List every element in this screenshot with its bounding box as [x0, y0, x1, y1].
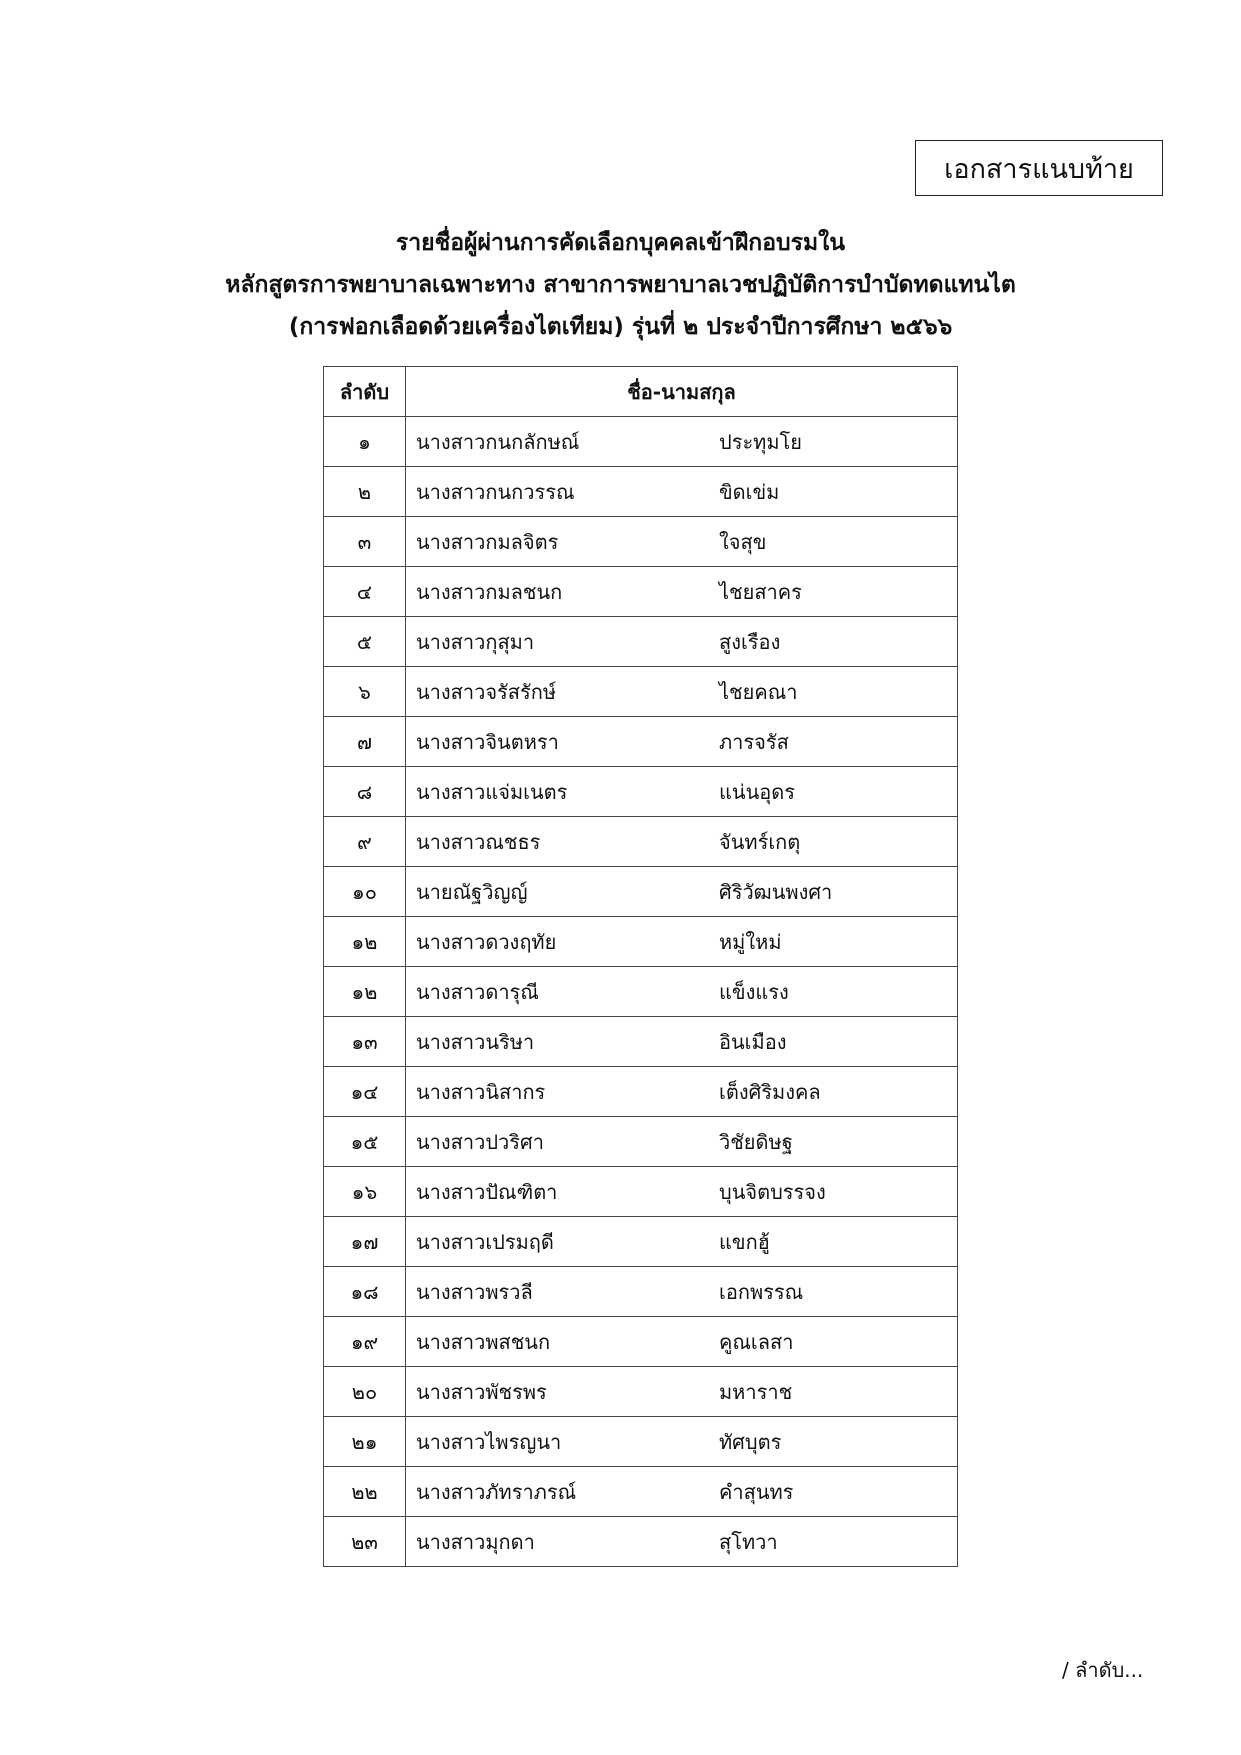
- table-row: [324, 1317, 958, 1367]
- first-name: นางสาวพสชนก: [416, 1329, 551, 1354]
- table-row: [324, 617, 958, 667]
- table-row: [324, 567, 958, 617]
- row-fullname: [406, 667, 958, 717]
- table-row: [324, 467, 958, 517]
- row-number: ๒๐: [324, 1367, 406, 1417]
- first-name: นางสาวกนกวรรณ: [416, 479, 575, 504]
- table-row: [324, 417, 958, 467]
- fullname-wrapper: [406, 1026, 957, 1058]
- last-name: เต็งศิริมงคล: [719, 1079, 821, 1104]
- first-name: นางสาวพัชรพร: [416, 1379, 547, 1404]
- fullname-wrapper: [406, 1276, 957, 1308]
- fullname-wrapper: [406, 426, 957, 458]
- table-row: [324, 1267, 958, 1317]
- row-fullname: [406, 1217, 958, 1267]
- row-fullname: [406, 517, 958, 567]
- first-name: นางสาวไพรญนา: [416, 1429, 562, 1454]
- row-fullname: [406, 1067, 958, 1117]
- table-row: [324, 1167, 958, 1217]
- row-fullname: [406, 1167, 958, 1217]
- table-row: [324, 667, 958, 717]
- row-fullname: [406, 967, 958, 1017]
- title-line-2: หลักสูตรการพยาบาลเฉพาะทาง สาขาการพยาบาลเวชปฏิบัติการบำบัดทดแทนไต: [225, 272, 1016, 298]
- last-name: ใจสุข: [719, 529, 767, 554]
- fullname-wrapper: [406, 576, 957, 608]
- row-number: ๗: [324, 717, 406, 767]
- row-number: ๒๓: [324, 1517, 406, 1567]
- row-number: ๓: [324, 517, 406, 567]
- fullname-wrapper: [406, 476, 957, 508]
- table-row: [324, 1467, 958, 1517]
- row-fullname: [406, 1117, 958, 1167]
- row-fullname: [406, 917, 958, 967]
- fullname-wrapper: [406, 726, 957, 758]
- fullname-wrapper: [406, 1526, 957, 1558]
- last-name: หมู่ใหม่: [719, 929, 782, 954]
- row-number: ๑๐: [324, 867, 406, 917]
- table-row: [324, 1067, 958, 1117]
- row-fullname: [406, 617, 958, 667]
- row-number: ๒๑: [324, 1417, 406, 1467]
- row-fullname: [406, 867, 958, 917]
- last-name: ขิดเข่ม: [719, 479, 780, 504]
- row-number: ๘: [324, 767, 406, 817]
- row-number: ๑๒: [324, 917, 406, 967]
- first-name: นางสาวณชธร: [416, 829, 541, 854]
- first-name: นายณัฐวิญญ์: [416, 879, 528, 904]
- first-name: นางสาวพรวลี: [416, 1279, 533, 1304]
- document-title: [0, 222, 1241, 348]
- first-name: นางสาวภัทราภรณ์: [416, 1479, 577, 1504]
- fullname-wrapper: [406, 676, 957, 708]
- row-number: ๔: [324, 567, 406, 617]
- last-name: ประทุมโย: [719, 429, 803, 454]
- fullname-wrapper: [406, 1426, 957, 1458]
- row-fullname: [406, 1367, 958, 1417]
- fullname-wrapper: [406, 926, 957, 958]
- row-fullname: [406, 1467, 958, 1517]
- table-row: [324, 1517, 958, 1567]
- first-name: นางสาวมุกดา: [416, 1529, 535, 1554]
- fullname-wrapper: [406, 976, 957, 1008]
- last-name: สูงเรือง: [719, 629, 781, 654]
- first-name: นางสาวนิสากร: [416, 1079, 546, 1104]
- row-number: ๙: [324, 817, 406, 867]
- attachment-label-text: เอกสารแนบท้าย: [944, 153, 1134, 185]
- fullname-wrapper: [406, 826, 957, 858]
- table-row: [324, 717, 958, 767]
- table-row: [324, 917, 958, 967]
- table-row: [324, 867, 958, 917]
- row-number: ๑๔: [324, 1067, 406, 1117]
- first-name: นางสาวดารุณี: [416, 979, 539, 1004]
- fullname-wrapper: [406, 1376, 957, 1408]
- table-row: [324, 1417, 958, 1467]
- row-fullname: [406, 767, 958, 817]
- last-name: คูณเลสา: [719, 1329, 794, 1354]
- fullname-wrapper: [406, 1226, 957, 1258]
- row-number: ๑๓: [324, 1017, 406, 1067]
- last-name: จันทร์เกตุ: [719, 829, 801, 854]
- name-list-table: [323, 366, 958, 1567]
- row-number: ๑๖: [324, 1167, 406, 1217]
- first-name: นางสาวกุสุมา: [416, 629, 535, 654]
- last-name: แขกฮู้: [719, 1229, 770, 1254]
- row-number: ๑๙: [324, 1317, 406, 1367]
- row-number: ๒: [324, 467, 406, 517]
- table-row: [324, 1367, 958, 1417]
- row-fullname: [406, 1267, 958, 1317]
- first-name: นางสาวปัณฑิตา: [416, 1179, 558, 1204]
- last-name: คำสุนทร: [719, 1479, 794, 1504]
- fullname-wrapper: [406, 776, 957, 808]
- first-name: นางสาวกมลจิตร: [416, 529, 559, 554]
- first-name: นางสาวเปรมฤดี: [416, 1229, 554, 1254]
- first-name: นางสาวนริษา: [416, 1029, 535, 1054]
- last-name: อินเมือง: [719, 1029, 787, 1054]
- title-line-3: (การฟอกเลือดด้วยเครื่องไตเทียม) รุ่นที่ ๒ ประจำปีการศึกษา ๒๕๖๖: [288, 314, 953, 340]
- first-name: นางสาวดวงฤทัย: [416, 929, 557, 954]
- first-name: นางสาวกมลชนก: [416, 579, 563, 604]
- first-name: นางสาวจรัสรักษ์: [416, 679, 557, 704]
- table-row: [324, 967, 958, 1017]
- header-number: ลำดับ: [324, 367, 406, 417]
- table-row: [324, 767, 958, 817]
- row-number: ๑: [324, 417, 406, 467]
- title-line-1: รายชื่อผู้ผ่านการคัดเลือกบุคคลเข้าฝึกอบรมใน: [395, 230, 846, 256]
- row-number: ๑๘: [324, 1267, 406, 1317]
- row-number: ๑๕: [324, 1117, 406, 1167]
- fullname-wrapper: [406, 1176, 957, 1208]
- last-name: ภารจรัส: [719, 729, 789, 754]
- fullname-wrapper: [406, 876, 957, 908]
- fullname-wrapper: [406, 526, 957, 558]
- last-name: บุนจิตบรรจง: [719, 1179, 826, 1204]
- row-number: ๖: [324, 667, 406, 717]
- table-row: [324, 817, 958, 867]
- fullname-wrapper: [406, 1326, 957, 1358]
- row-fullname: [406, 1517, 958, 1567]
- last-name: แข็งแรง: [719, 979, 789, 1004]
- table-header-row: [324, 367, 958, 417]
- table-body: [324, 417, 958, 1567]
- fullname-wrapper: [406, 626, 957, 658]
- last-name: ทัศบุตร: [719, 1429, 782, 1454]
- row-fullname: [406, 1017, 958, 1067]
- first-name: นางสาวจินตหรา: [416, 729, 559, 754]
- row-fullname: [406, 467, 958, 517]
- row-number: ๒๒: [324, 1467, 406, 1517]
- continuation-note: / ลำดับ...: [1062, 1658, 1144, 1682]
- header-fullname: ชื่อ-นามสกุล: [406, 367, 958, 417]
- last-name: ไชยคณา: [719, 679, 798, 704]
- table-row: [324, 517, 958, 567]
- row-fullname: [406, 817, 958, 867]
- table-row: [324, 1217, 958, 1267]
- last-name: เอกพรรณ: [719, 1279, 804, 1304]
- last-name: ไชยสาคร: [719, 579, 802, 604]
- row-number: ๑๗: [324, 1217, 406, 1267]
- first-name: นางสาวแจ่มเนตร: [416, 779, 568, 804]
- row-number: ๑๒: [324, 967, 406, 1017]
- table-row: [324, 1017, 958, 1067]
- last-name: ศิริวัฒนพงศา: [719, 879, 833, 904]
- attachment-label: [915, 140, 1163, 196]
- table-row: [324, 1117, 958, 1167]
- row-fullname: [406, 1317, 958, 1367]
- row-fullname: [406, 1417, 958, 1467]
- first-name: นางสาวปวริศา: [416, 1129, 544, 1154]
- last-name: มหาราช: [719, 1379, 793, 1404]
- row-fullname: [406, 717, 958, 767]
- row-number: ๕: [324, 617, 406, 667]
- last-name: วิชัยดิษฐ: [719, 1129, 793, 1154]
- fullname-wrapper: [406, 1476, 957, 1508]
- fullname-wrapper: [406, 1076, 957, 1108]
- fullname-wrapper: [406, 1126, 957, 1158]
- row-fullname: [406, 417, 958, 467]
- row-fullname: [406, 567, 958, 617]
- last-name: สุโทวา: [719, 1529, 778, 1554]
- first-name: นางสาวกนกลักษณ์: [416, 429, 580, 454]
- last-name: แน่นอุดร: [719, 779, 795, 804]
